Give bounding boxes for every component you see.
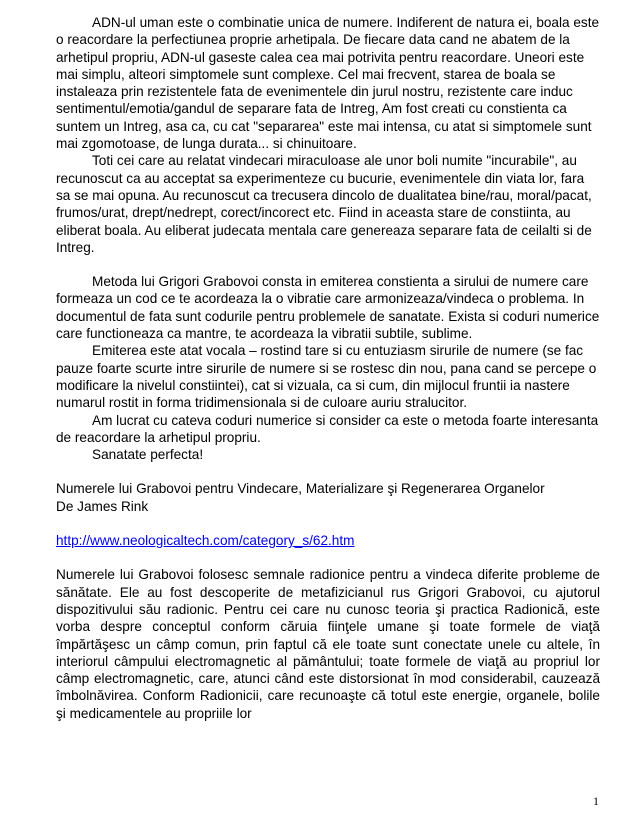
- paragraph-gap: [56, 256, 600, 273]
- paragraph-metoda: Metoda lui Grigori Grabovoi consta in emiterea constienta a sirului de numere care formeaza un cod ce te acordeaza la o vibratie care armonizeaza/vindeca o problema. In documentul de fata sunt codurile pentru problemele de sanatate. Exista si coduri numerice care functioneaza ca mantre, te acordeaza la vibratii subtile, sublime.: [56, 274, 600, 342]
- paragraph-sanatate: Sanatate perfecta!: [92, 447, 204, 463]
- paragraph-gap: [56, 515, 600, 532]
- paragraph-grabovoi: Numerele lui Grabovoi folosesc semnale radionice pentru a vindeca diferite probleme de sănătate. Ele au fost descoperite de metafizicianul rus Grigori Grabovoi, cu ajutorul dispozitivului său radionic. Pentru cei care nu cunosc teoria şi practica Radionică, este vorba despre conceptul conform căruia fiinţele umane şi toate formele de viaţă împărtăşesc un câmp comun, prin faptul că ele toate sunt conectate unele cu altele, în interiorul câmpului electromagnetic al pământului; toate formele de viaţă au propriul lor câmp electromagnetic, care, atunci când este distorsionat în mod considerabil, cauzează îmbolnăvirea. Conform Radionicii, care recunoaşte că totul este energie, organele, bolile şi medicamentele au propriile lor: [56, 567, 600, 721]
- paragraph-gap: [56, 549, 600, 566]
- paragraph-gap: [56, 463, 600, 480]
- section-title: Numerele lui Grabovoi pentru Vindecare, Materializare şi Regenerarea Organelor: [56, 481, 545, 497]
- paragraph-vindecari: Toti cei care au relatat vindecari miraculoase ale unor boli numite "incurabile", au recunoscut ca au acceptat sa experimenteze cu bucurie, evenimentele din viata lor, fara sa se mai opuna. Au recunoscut ca trecusera dincolo de dualitatea bine/rau, moral/pacat, frumos/urat, drept/nedrept, corect/incorect etc. Fiind in aceasta stare de constiinta, au eliberat boala. Au eliberat judecata mentala care genereaza separare fata de ceilalti si de Intreg.: [56, 153, 592, 255]
- section-author: De James Rink: [56, 498, 149, 514]
- paragraph-emiterea: Emiterea este atat vocala – rostind tare si cu entuziasm sirurile de numere (se fac pauze foarte scurte intre sirurile de numere si se rostesc din nou, pana cand se percepe o modificare la nivelul constiintei), cat si vizuala, ca si cum, din mijlocul fruntii ia nastere numarul rostit in forma tridimensionala si de culoare auriu stralucitor.: [56, 343, 597, 411]
- paragraph-coduri: Am lucrat cu cateva coduri numerice si consider ca este o metoda foarte interesanta de reacordare la arhetipul propriu.: [56, 412, 599, 445]
- paragraph-adn: ADN-ul uman este o combinatie unica de numere. Indiferent de natura ei, boala este o reacordare la perfectiunea proprie arhetipala. De fiecare data cand ne abatem de la arhetipul propriu, ADN-ul gaseste calea cea mai potrivita pentru reacordare. Uneori este mai simplu, alteori simptomele sunt complexe. Cel mai frecvent, starea de boala se instaleaza prin rezistentele fata de evenimentele din jurul nostru, rezistente care induc sentimentul/emotia/gandul de separare fata de Intreg, Am fost creati cu constienta ca suntem un Intreg, asa ca, cu cat "separarea" este mai intensa, cu atat si simptomele sunt mai zgomotoase, de lunga durata... si chinuitoare.: [56, 15, 600, 152]
- document-page: [56, 14, 600, 722]
- source-link[interactable]: http://www.neologicaltech.com/category_s/62.htm: [56, 533, 355, 549]
- page-number: 1: [593, 794, 599, 808]
